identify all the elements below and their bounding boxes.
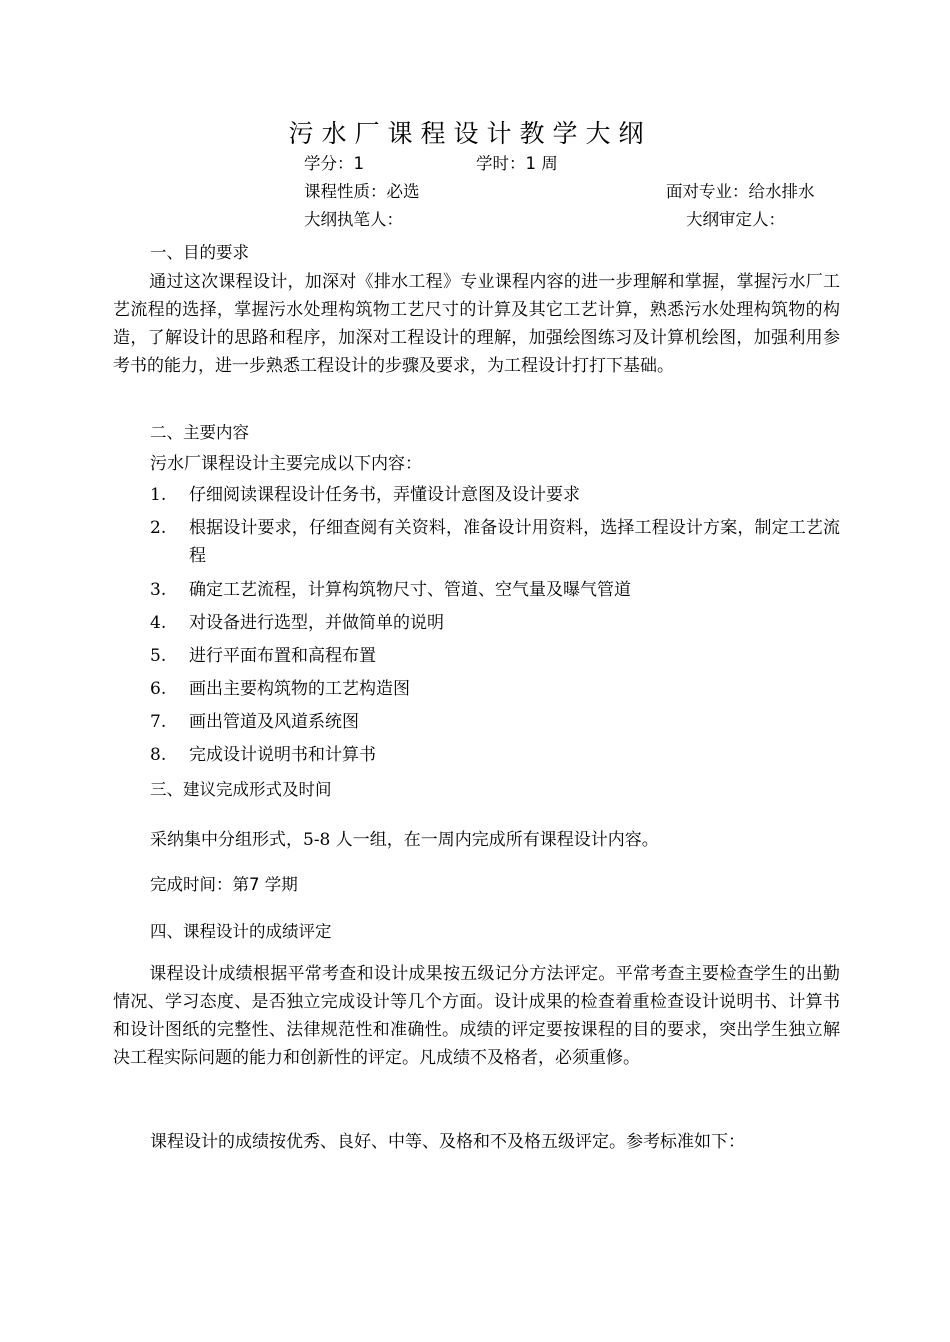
grading-text: 课程设计成绩根据平常考查和设计成果按五级记分方法评定。平常考查主要检查学生的出勤情况、学习态度、是否独立完成设计等几个方面。设计成果的检查着重检查设计说明书、计算书和设计图纸的完整性、法律规范性和准确性。成绩的评定要按课程的目的要求，突出学生独立解决工程实际问题的能力和创新性的评定。凡成绩不及格者，必须重修。 [113,964,840,1068]
list-item [150,609,840,637]
list-item-text: 确定工艺流程，计算构筑物尺寸、管道、空气量及曝气管道 [189,580,631,600]
list-item-text: 画出主要构筑物的工艺构造图 [189,679,410,699]
list-item [150,642,840,670]
credits-label: 学分：1 [304,154,364,173]
objectives-text: 通过这次课程设计，加深对《排水工程》专业课程内容的进一步理解和掌握，掌握污水厂工艺流程的选择，掌握污水处理构筑物工艺尺寸的计算及其它工艺计算，熟悉污水处理构筑物的构造，了解设计的思路和程序，加深对工程设计的理解，加强绘图练习及计算机绘图，加强利用参考书的能力，进一步熟悉工程设计的步骤及要求，为工程设计打打下基础。 [113,272,840,376]
grading-paragraph [113,960,840,1072]
hours-label: 学时：1 周 [476,154,558,173]
list-item-text: 进行平面布置和高程布置 [189,646,376,666]
section-heading-objectives: 一、目的要求 [150,243,249,262]
list-item-number: 4. [150,613,167,633]
objectives-paragraph [113,268,840,380]
list-item-text: 仔细阅读课程设计任务书，弄懂设计意图及设计要求 [189,485,580,505]
target-major-label: 面对专业：给水排水 [666,182,815,201]
grading-levels-paragraph: 课程设计的成绩按优秀、良好、中等、及格和不及格五级评定。参考标准如下： [150,1132,745,1152]
list-item-number: 1. [150,485,167,505]
list-item-number: 2. [150,518,167,538]
completion-time: 完成时间：第7 学期 [150,875,298,894]
list-item-number: 6. [150,679,167,699]
list-item [150,481,840,509]
section-heading-format-time: 三、建议完成形式及时间 [150,780,332,799]
syllabus-author-label: 大纲执笔人： [304,210,403,229]
list-item-number: 8. [150,745,167,765]
list-item-text: 根据设计要求，仔细查阅有关资料，准备设计用资料，选择工程设计方案，制定工艺流程 [189,518,840,566]
section-heading-content: 二、主要内容 [150,423,249,442]
list-item-number: 7. [150,712,167,732]
course-nature-label: 课程性质：必选 [304,182,420,201]
page-title: 污水厂课程设计教学大纲 [288,119,652,148]
list-item-number: 5. [150,646,167,666]
list-item [150,708,840,736]
content-intro: 污水厂课程设计主要完成以下内容： [150,454,422,474]
list-item [150,514,840,570]
list-item [150,675,840,703]
section-heading-grading: 四、课程设计的成绩评定 [150,922,332,941]
list-item [150,576,840,604]
list-item-text: 对设备进行选型，并做简单的说明 [189,613,444,633]
list-item [150,741,840,769]
list-item-text: 画出管道及风道系统图 [189,712,359,732]
list-item-number: 3. [150,580,167,600]
format-paragraph: 采纳集中分组形式，5-8 人一组，在一周内完成所有课程设计内容。 [150,830,659,850]
syllabus-reviewer-label: 大纲审定人： [686,210,785,229]
list-item-text: 完成设计说明书和计算书 [189,745,376,765]
